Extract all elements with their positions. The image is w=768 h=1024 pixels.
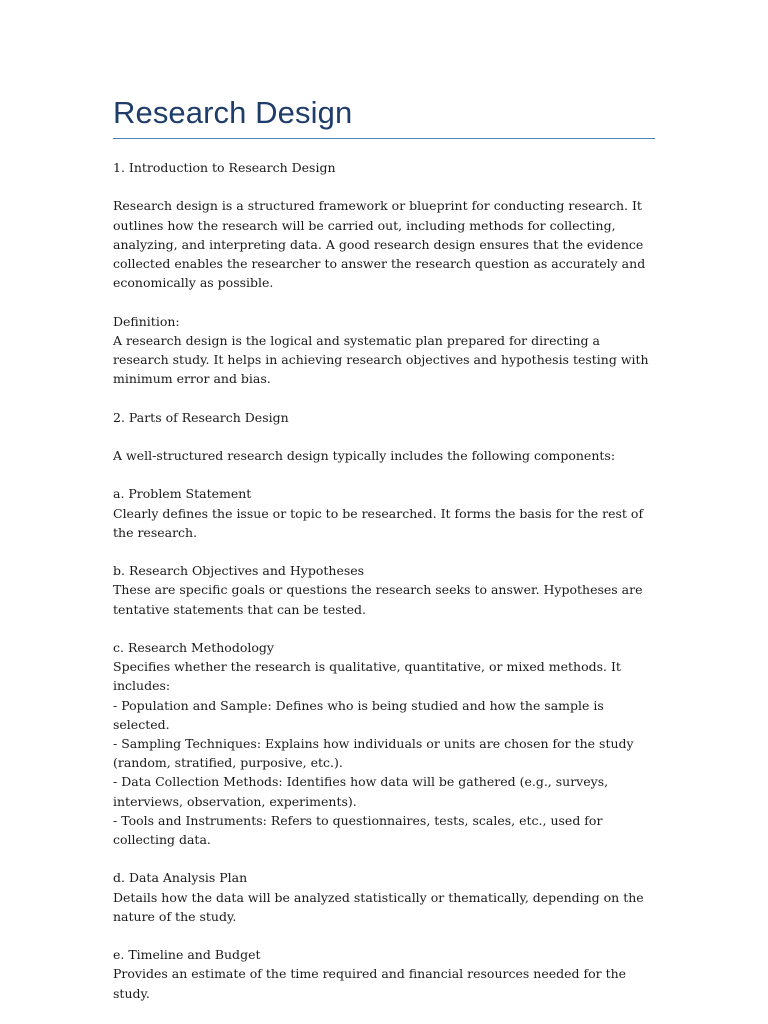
paragraph-components-intro: A well-structured research design typically includes the following components: bbox=[113, 447, 616, 463]
document-body bbox=[113, 158, 658, 1003]
paragraph-research-methodology: c. Research Methodology Specifies whether the research is qualitative, quantitative, or mixed methods. It includes: - Population and Sample: Defines who is being studied and how the sample is selected. - Sampling Techniques: Explains how individuals or units are chosen for the study (random, stratified, purposive, etc.). - Data Collection Methods: Identifies how data will be gathered (e.g., surveys, interviews, observation, experiments). - Tools and Instruments: Refers to questionnaires, tests, scales, etc., used for collecting data. bbox=[113, 639, 634, 847]
paragraph-objectives-hypotheses: b. Research Objectives and Hypotheses These are specific goals or questions the research seeks to answer. Hypotheses are tentative statements that can be tested. bbox=[113, 563, 643, 617]
document-page bbox=[113, 92, 658, 1022]
paragraph-timeline-budget: e. Timeline and Budget Provides an estimate of the time required and financial resources needed for the study. bbox=[113, 947, 627, 1001]
document-title: Research Design bbox=[113, 95, 353, 130]
title-underline-divider bbox=[113, 138, 655, 139]
paragraph-data-analysis-plan: d. Data Analysis Plan Details how the data will be analyzed statistically or thematically, depending on the nature of the study. bbox=[113, 870, 644, 924]
paragraph-problem-statement: a. Problem Statement Clearly defines the issue or topic to be researched. It forms the basis for the rest of the research. bbox=[113, 486, 644, 540]
section-heading-introduction: 1. Introduction to Research Design bbox=[113, 160, 336, 175]
paragraph-definition: Definition: A research design is the logical and systematic plan prepared for directing a research study. It helps in achieving research objectives and hypothesis testing with minimum error and bias. bbox=[113, 313, 649, 387]
paragraph-introduction: Research design is a structured framework or blueprint for conducting research. It outlines how the research will be carried out, including methods for collecting, analyzing, and interpreting data. A good research design ensures that the evidence collected enables the researcher to answer the research question as accurately and economically as possible. bbox=[113, 198, 646, 291]
section-heading-parts: 2. Parts of Research Design bbox=[113, 409, 289, 425]
